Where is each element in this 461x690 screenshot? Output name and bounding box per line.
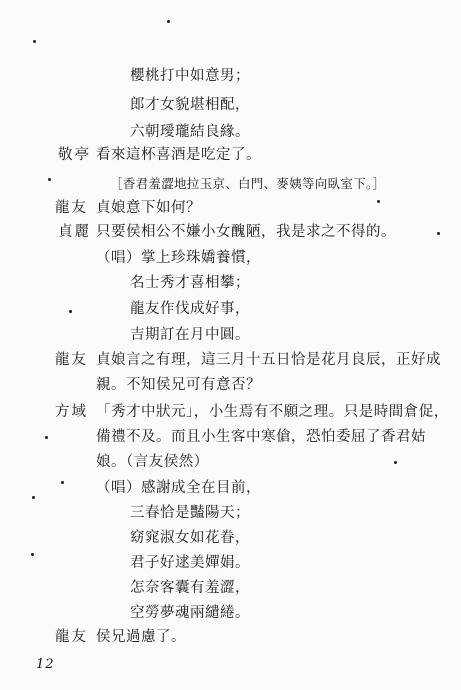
verse-line: 吉期訂在月中圓。 — [130, 327, 250, 343]
print-speck — [61, 481, 64, 484]
verse-line: 怎奈客囊有羞澀， — [130, 580, 250, 596]
sung-line: （唱）感謝成全在目前， — [96, 480, 261, 496]
verse-line: 空勞夢魂兩繾綣。 — [130, 605, 250, 621]
sung-line: （唱）掌上珍珠嬌養慣， — [96, 250, 261, 266]
print-speck — [394, 461, 397, 464]
dialogue-line: 親。不知侯兄可有意否？ — [96, 377, 261, 393]
dialogue-line: 貞娘意下如何？ — [96, 200, 201, 216]
verse-line: 窈窕淑女如花眷， — [130, 530, 250, 546]
speaker-name: 龍友 — [55, 629, 88, 645]
print-speck — [48, 178, 51, 181]
speaker-name: 龍友 — [55, 200, 88, 216]
print-speck — [33, 40, 36, 43]
speaker-name: 方域 — [55, 404, 88, 420]
print-speck — [377, 200, 380, 203]
verse-line: 君子好逑美嬋娟。 — [130, 555, 250, 571]
dialogue-line: 貞娘言之有理，這三月十五日恰是花月良辰，正好成 — [96, 352, 441, 368]
speaker-name: 龍友 — [55, 352, 88, 368]
page-number: 12 — [36, 657, 55, 672]
verse-line: 三春恰是豔陽天； — [130, 505, 250, 521]
print-speck — [167, 20, 170, 23]
dialogue-line: 只要侯相公不嫌小女醜陋，我是求之不得的。 — [96, 224, 396, 240]
stage-direction: ［香君羞澀地拉玉京、白門、麥姨等向臥室下。］ — [110, 176, 386, 191]
dialogue-line: 娘。（言友侯然） — [96, 454, 209, 470]
verse-line: 名士秀才喜相攀； — [130, 275, 250, 291]
dialogue-line: 侯兄過慮了。 — [96, 629, 186, 645]
verse-line: 櫻桃打中如意男； — [130, 68, 250, 84]
print-speck — [69, 310, 72, 313]
dialogue-line: 看來這杯喜酒是吃定了。 — [96, 147, 261, 163]
print-speck — [45, 436, 48, 439]
verse-line: 龍友作伐成好事， — [130, 301, 250, 317]
dialogue-line: 備禮不及。而且小生客中寒傖，恐怕委屈了香君姑 — [96, 429, 426, 445]
print-speck — [437, 232, 440, 235]
dialogue-line: 「秀才中狀元」，小生焉有不願之理。只是時間倉促， — [96, 404, 449, 420]
print-speck — [31, 553, 34, 556]
print-speck — [32, 496, 35, 499]
speaker-name: 貞麗 — [58, 224, 91, 240]
verse-line: 郎才女貌堪相配， — [130, 97, 250, 113]
verse-line: 六朝璦瓏結良緣。 — [130, 124, 250, 140]
speaker-name: 敬亭 — [58, 147, 91, 163]
